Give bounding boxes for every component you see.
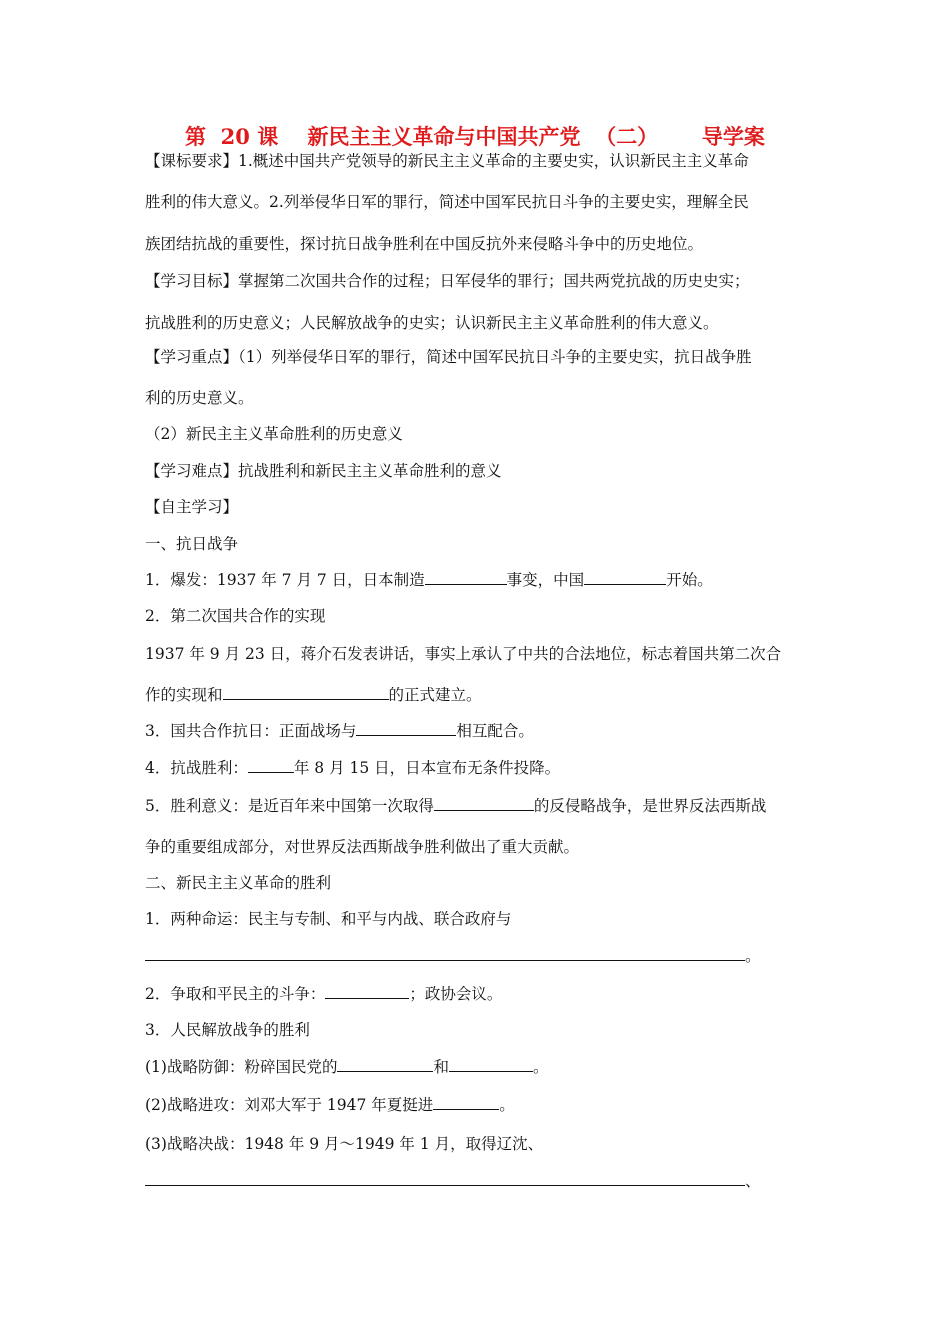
blank-field[interactable] xyxy=(356,720,456,736)
blank-field[interactable] xyxy=(434,795,534,811)
blank-field[interactable] xyxy=(433,1094,499,1110)
sub-question-1-answer-line: 。 xyxy=(145,945,815,967)
sub-question-3-3: (3)战略决战：1948 年 9 月～1949 年 1 月，取得辽沈、 xyxy=(145,1135,544,1153)
difficulties-line: 【学习难点】抗战胜利和新民主主义革命胜利的意义 xyxy=(145,462,502,480)
blank-field[interactable] xyxy=(449,1056,533,1072)
key-points-line-2: 利的历史意义。 xyxy=(145,389,254,407)
blank-field[interactable] xyxy=(584,569,666,585)
blank-field[interactable] xyxy=(248,757,294,773)
sub-question-3-2: (2)战略进攻：刘邓大军于 1947 年夏挺进 。 xyxy=(145,1096,515,1114)
question-3: 3．国共合作抗日：正面战场与 相互配合。 xyxy=(145,722,534,740)
sub-question-3-1: (1)战略防御：粉碎国民党的 和 。 xyxy=(145,1058,549,1076)
curriculum-line-1: 【课标要求】1.概述中国共产党领导的新民主主义革命的主要史实，认识新民主主义革命 xyxy=(145,152,749,170)
key-points-line-3: （2）新民主主义革命胜利的历史意义 xyxy=(145,425,403,443)
page-title: 第 20 课 新民主主义革命与中国共产党 （二） 导学案 xyxy=(185,124,765,149)
objectives-line-1: 【学习目标】掌握第二次国共合作的过程；日军侵华的罪行；国共两党抗战的历史史实； xyxy=(145,272,750,290)
question-5: 5．胜利意义：是近百年来中国第一次取得 的反侵略战争，是世界反法西斯战 xyxy=(145,797,767,815)
sub-question-3-3-answer-line: 、 xyxy=(145,1170,815,1192)
section-2-heading: 二、新民主主义革命的胜利 xyxy=(145,874,332,892)
objectives-line-2: 抗战胜利的历史意义；人民解放战争的史实；认识新民主主义革命胜利的伟大意义。 xyxy=(145,314,719,332)
sub-question-2: 2．争取和平民主的斗争： ；政协会议。 xyxy=(145,985,503,1003)
blank-field[interactable] xyxy=(223,684,389,700)
blank-field[interactable] xyxy=(337,1056,433,1072)
question-4: 4．抗战胜利： 年 8 月 15 日，日本宣布无条件投降。 xyxy=(145,759,561,777)
question-1: 1．爆发：1937 年 7 月 7 日，日本制造 事变，中国 开始。 xyxy=(145,571,713,589)
key-points-line-1: 【学习重点】（1）列举侵华日军的罪行，简述中国军民抗日斗争的主要史实，抗日战争胜 xyxy=(145,348,752,366)
self-study-heading: 【自主学习】 xyxy=(145,498,239,516)
curriculum-line-3: 族团结抗战的重要性，探讨抗日战争胜利在中国反抗外来侵略斗争中的历史地位。 xyxy=(145,235,704,253)
blank-field[interactable] xyxy=(325,983,409,999)
sub-question-3: 3．人民解放战争的胜利 xyxy=(145,1021,310,1039)
question-5-continued: 争的重要组成部分，对世界反法西斯战争胜利做出了重大贡献。 xyxy=(145,838,580,856)
blank-field[interactable] xyxy=(145,1170,745,1186)
section-1-heading: 一、抗日战争 xyxy=(145,535,239,553)
sub-question-1: 1．两种命运：民主与专制、和平与内战、联合政府与 xyxy=(145,910,512,928)
curriculum-line-2: 胜利的伟大意义。2.列举侵华日军的罪行，简述中国军民抗日斗争的主要史实，理解全民 xyxy=(145,193,749,211)
blank-field[interactable] xyxy=(425,569,507,585)
question-2: 2．第二次国共合作的实现 xyxy=(145,607,326,625)
question-2-text: 1937 年 9 月 23 日，蒋介石发表讲话，事实上承认了中共的合法地位，标志着国共第二次合 xyxy=(145,645,782,663)
blank-field[interactable] xyxy=(145,945,745,961)
question-2-continued: 作的实现和 的正式建立。 xyxy=(145,686,482,704)
